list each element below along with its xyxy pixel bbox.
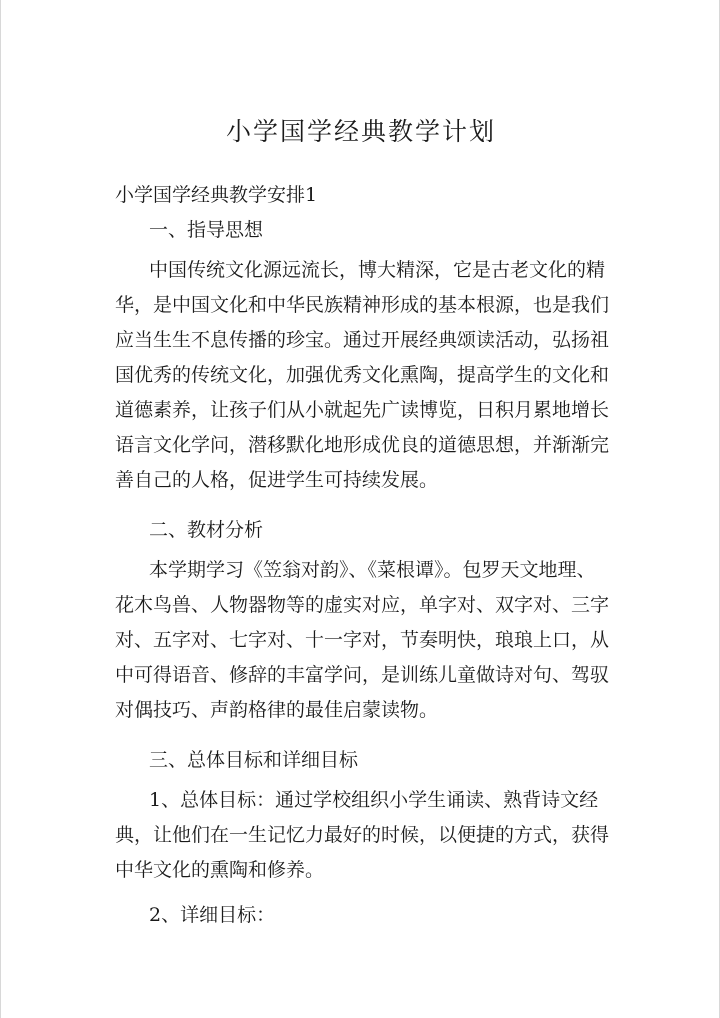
paragraph-line: 花木鸟兽、人物器物等的虚实对应，单字对、双字对、三字 [115, 594, 610, 616]
section-heading: 2、详细目标： [149, 904, 276, 926]
paragraph-line: 中可得语音、修辞的丰富学问，是训练儿童做诗对句、驾驭 [115, 664, 610, 686]
paragraph-line: 1、总体目标：通过学校组织小学生诵读、熟背诗文经 [149, 789, 599, 811]
document-subtitle: 小学国学经典教学安排1 [115, 184, 318, 206]
paragraph-line: 典，让他们在一生记忆力最好的时候，以便捷的方式，获得 [115, 824, 610, 846]
section-heading: 二、教材分析 [149, 519, 264, 541]
paragraph-line: 中国传统文化源远流长，博大精深，它是古老文化的精 [149, 259, 606, 281]
paragraph-line: 对、五字对、七字对、十一字对，节奏明快，琅琅上口，从 [115, 629, 610, 651]
paragraph-line: 中华文化的熏陶和修养。 [115, 859, 325, 881]
paragraph-line: 国优秀的传统文化，加强优秀文化熏陶，提高学生的文化和 [115, 364, 610, 386]
paragraph-line: 华，是中国文化和中华民族精神形成的基本根源，也是我们 [115, 294, 610, 316]
paragraph-line: 本学期学习《笠翁对韵》、《菜根谭》。包罗天文地理、 [149, 559, 596, 581]
document-title: 小学国学经典教学计划 [225, 117, 496, 146]
paragraph-line: 语言文化学问，潜移默化地形成优良的道德思想，并渐渐完 [115, 434, 610, 456]
paragraph-line: 对偶技巧、声韵格律的最佳启蒙读物。 [115, 699, 439, 721]
paragraph-line: 应当生生不息传播的珍宝。通过开展经典颂读活动，弘扬祖 [115, 329, 610, 351]
paragraph-line: 道德素养，让孩子们从小就起先广读博览，日积月累地增长 [115, 399, 610, 421]
paragraph-line: 善自己的人格，促进学生可持续发展。 [115, 469, 439, 491]
section-heading: 一、指导思想 [149, 219, 264, 241]
section-heading: 三、总体目标和详细目标 [149, 749, 359, 771]
